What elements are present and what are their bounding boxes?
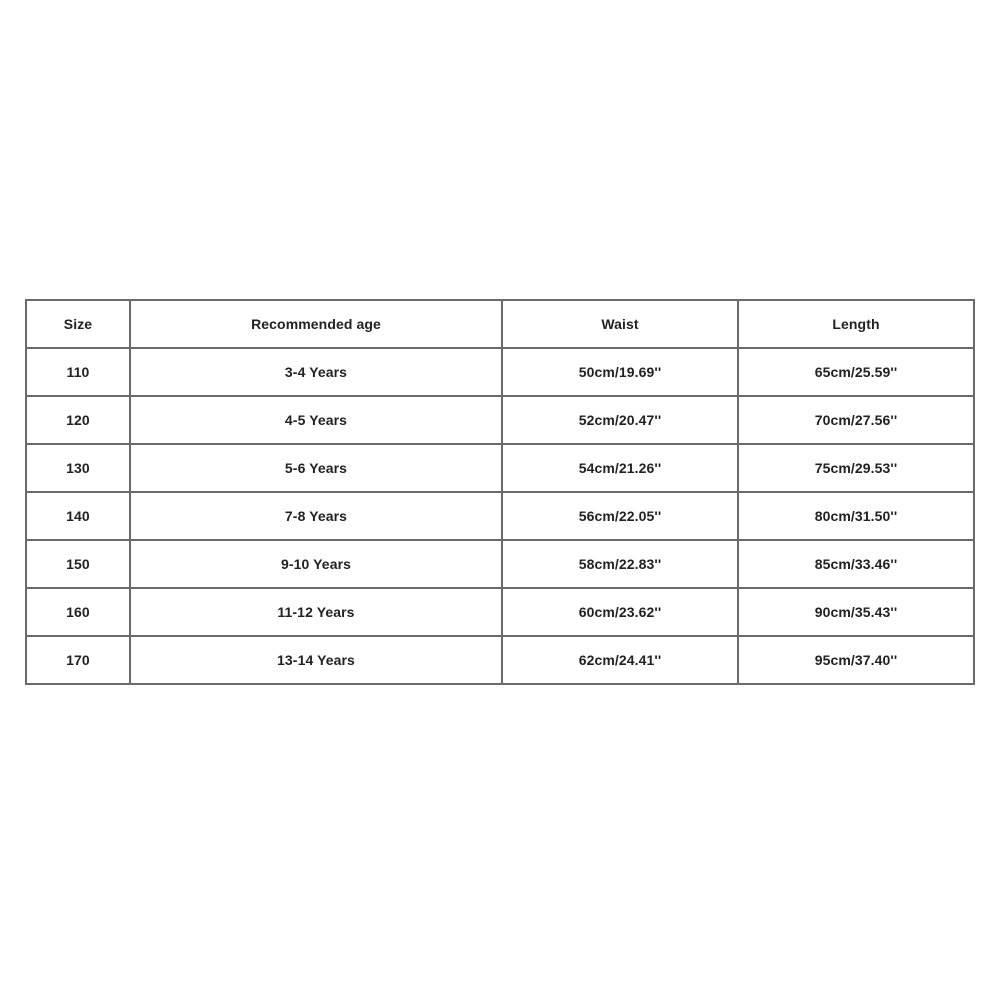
cell-waist: 52cm/20.47'' [502,396,738,444]
table-header-row [26,300,974,348]
cell-length: 95cm/37.40'' [738,636,974,684]
header-recommended-age: Recommended age [130,300,502,348]
cell-recommended-age: 9-10 Years [130,540,502,588]
table-row [26,348,974,396]
table-row [26,540,974,588]
cell-recommended-age: 13-14 Years [130,636,502,684]
table-row [26,588,974,636]
cell-recommended-age: 4-5 Years [130,396,502,444]
cell-waist: 56cm/22.05'' [502,492,738,540]
cell-waist: 60cm/23.62'' [502,588,738,636]
cell-size: 160 [26,588,130,636]
cell-length: 65cm/25.59'' [738,348,974,396]
cell-length: 75cm/29.53'' [738,444,974,492]
cell-size: 150 [26,540,130,588]
cell-waist: 50cm/19.69'' [502,348,738,396]
header-waist: Waist [502,300,738,348]
cell-size: 130 [26,444,130,492]
cell-size: 140 [26,492,130,540]
table-row [26,396,974,444]
cell-waist: 62cm/24.41'' [502,636,738,684]
cell-recommended-age: 5-6 Years [130,444,502,492]
header-length: Length [738,300,974,348]
table-row [26,636,974,684]
table-row [26,492,974,540]
cell-size: 120 [26,396,130,444]
size-chart-table [25,299,975,685]
cell-waist: 58cm/22.83'' [502,540,738,588]
cell-length: 80cm/31.50'' [738,492,974,540]
cell-recommended-age: 7-8 Years [130,492,502,540]
header-size: Size [26,300,130,348]
cell-waist: 54cm/21.26'' [502,444,738,492]
cell-recommended-age: 3-4 Years [130,348,502,396]
table-row [26,444,974,492]
cell-length: 70cm/27.56'' [738,396,974,444]
cell-length: 85cm/33.46'' [738,540,974,588]
cell-size: 110 [26,348,130,396]
cell-recommended-age: 11-12 Years [130,588,502,636]
cell-size: 170 [26,636,130,684]
cell-length: 90cm/35.43'' [738,588,974,636]
